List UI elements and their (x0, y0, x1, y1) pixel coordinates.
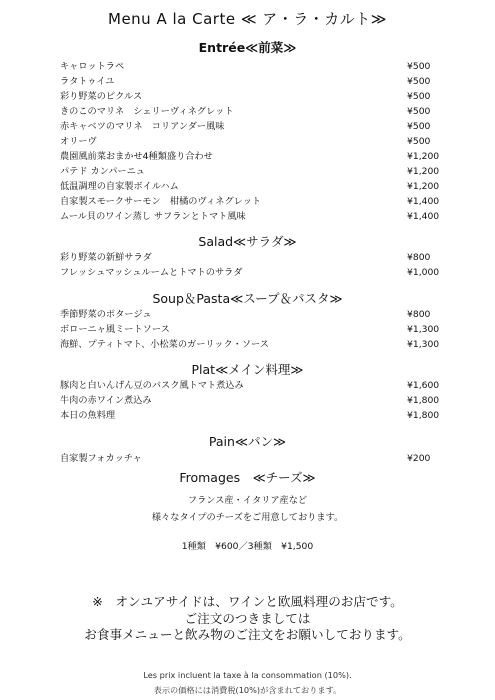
menu-item-name: 低温調理の自家製ボイルハム (60, 181, 179, 192)
menu-item (60, 73, 452, 88)
fromages-price: 1種類 ¥600／3種類 ¥1,500 (181, 541, 314, 552)
menu-item-name: オリーヴ (60, 136, 97, 147)
menu-item-name: 海鮮、プティトマト、小松菜のガーリック・ソース (60, 339, 269, 350)
menu-item-name: キャロットラペ (60, 61, 125, 72)
menu-item-price: ¥1,400 (407, 211, 440, 222)
menu-item (60, 306, 452, 321)
menu-item-price: ¥1,300 (407, 324, 440, 335)
menu-item-price: ¥1,800 (407, 410, 440, 421)
plat-list (60, 377, 452, 422)
menu-item (60, 133, 452, 148)
menu-item (60, 178, 452, 193)
menu-item-price: ¥800 (407, 252, 431, 263)
menu-item (60, 321, 452, 336)
fromages-heading: Fromages ≪チーズ≫ (179, 470, 316, 485)
menu-item-price: ¥1,400 (407, 196, 440, 207)
menu-item (60, 103, 452, 118)
menu-item (60, 336, 452, 351)
tax-note-ja: 表示の価格には消費税(10%)が含まれております。 (153, 685, 342, 695)
entree-heading: Entrée≪前菜≫ (198, 40, 297, 55)
menu-item (60, 148, 452, 163)
menu-item-name: 豚肉と白いんげん豆のバスク風トマト煮込み (60, 380, 244, 391)
menu-item-name: パテド カンパーニュ (60, 166, 145, 177)
menu-item (60, 58, 452, 73)
menu-item (60, 407, 452, 422)
menu-item-name: 農園風前菜おまかせ4種類盛り合わせ (60, 151, 213, 162)
salad-list (60, 249, 452, 279)
salad-heading: Salad≪サラダ≫ (198, 234, 297, 249)
fromages-description-line-1: フランス産・イタリア産など (187, 495, 308, 506)
restaurant-note (0, 594, 495, 644)
menu-title: Menu A la Carte ≪ ア・ラ・カルト≫ (108, 10, 387, 28)
menu-item (60, 392, 452, 407)
menu-item-price: ¥500 (407, 91, 431, 102)
pain-heading: Pain≪パン≫ (208, 434, 287, 449)
menu-item-price: ¥500 (407, 76, 431, 87)
menu-item-price: ¥1,200 (407, 166, 440, 177)
pain-list (60, 450, 452, 465)
menu-item-price: ¥1,000 (407, 267, 440, 278)
menu-item-name: 彩り野菜のピクルス (60, 91, 143, 102)
menu-item-price: ¥1,300 (407, 339, 440, 350)
menu-item-name: 牛肉の赤ワイン煮込み (60, 395, 152, 406)
menu-item-name: 自家製フォカッチャ (60, 453, 142, 464)
menu-item-price: ¥500 (407, 106, 431, 117)
menu-item-name: 季節野菜のポタージュ (60, 309, 152, 320)
menu-item (60, 264, 452, 279)
menu-item-price: ¥1,200 (407, 181, 440, 192)
menu-item-price: ¥500 (407, 136, 431, 147)
menu-item (60, 377, 452, 392)
menu-item-name: 彩り野菜の新鮮サラダ (60, 252, 152, 263)
menu-item (60, 249, 452, 264)
menu-item (60, 450, 452, 465)
menu-item (60, 193, 452, 208)
menu-item (60, 118, 452, 133)
menu-item (60, 208, 452, 223)
menu-item-name: フレッシュマッシュルームとトマトのサラダ (60, 267, 243, 278)
menu-item-name: ムール貝のワイン蒸し サフランとトマト風味 (60, 211, 246, 222)
menu-item-price: ¥1,600 (407, 380, 440, 391)
note-line-1: ※ オンユアサイドは、ワインと欧風料理のお店です。 (92, 594, 403, 609)
menu-item-price: ¥800 (407, 309, 431, 320)
menu-item-price: ¥1,800 (407, 395, 440, 406)
menu-item (60, 88, 452, 103)
menu-item-price: ¥500 (407, 121, 431, 132)
note-line-3: お食事メニューと飲み物のご注文をお願いしております。 (84, 627, 411, 642)
menu-item-name: ラタトゥイユ (60, 76, 115, 87)
menu-item-price: ¥1,200 (407, 151, 440, 162)
menu-item-price: ¥200 (407, 453, 431, 464)
fromages-description-line-2: 様々なタイプのチーズをご用意しております。 (151, 512, 344, 523)
menu-item-name: 自家製スモークサーモン 柑橘のヴィネグレット (60, 196, 262, 207)
soup-pasta-heading: Soup＆Pasta≪スープ＆パスタ≫ (152, 291, 343, 306)
soup-pasta-list (60, 306, 452, 351)
plat-heading: Plat≪メイン料理≫ (191, 362, 304, 377)
entree-list (60, 58, 452, 223)
menu-item-name: 赤キャベツのマリネ コリアンダー風味 (60, 121, 225, 132)
menu-item-price: ¥500 (407, 61, 431, 72)
menu-item-name: きのこのマリネ シェリーヴィネグレット (60, 106, 234, 117)
tax-note-fr: Les prix incluent la taxe à la consommation (10%). (143, 670, 352, 680)
menu-item (60, 163, 452, 178)
note-line-2: ご注文のつきましては (184, 610, 311, 626)
menu-item-name: ボローニャ風ミートソース (60, 324, 170, 335)
menu-item-name: 本日の魚料理 (60, 410, 116, 421)
